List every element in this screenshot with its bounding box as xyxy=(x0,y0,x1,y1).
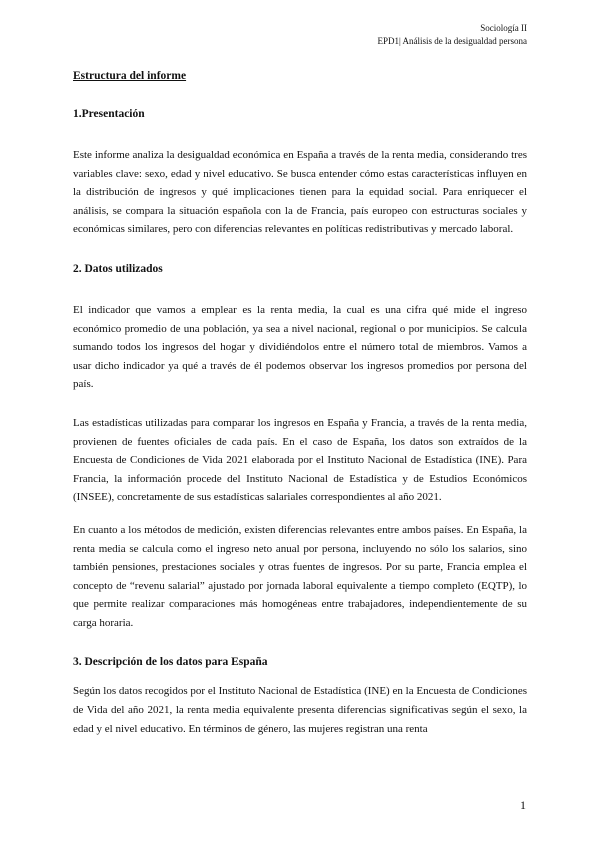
paragraph: Este informe analiza la desigualdad económica en España a través de la renta media, considerando tres variables clave: sexo, edad y nivel educativo. Se busca entender cómo estas características influyen en la distribución de ingresos y qué implicaciones tienen para la equidad social. Para enriquecer el análisis, se compara la situación española con la de Francia, país europeo con estructuras sociales y económicas similares, pero con diferencias relevantes en políticas redistributivas y mercado laboral. xyxy=(73,149,527,236)
section-title: 3. Descripción de los datos para España xyxy=(73,656,268,669)
section-spain-description xyxy=(73,654,527,738)
section-title: 2. Datos utilizados xyxy=(73,262,163,275)
header-assignment: EPD1| Análisis de la desigualdad persona xyxy=(377,36,527,46)
paragraph: Las estadísticas utilizadas para comparar los ingresos en España y Francia, a través de la renta media, provienen de fuentes oficiales de cada país. En el caso de España, los datos son extraídos de la Encuesta de Condiciones de Vida 2021 elaborada por el Instituto Nacional de Estadística (INE). Para Francia, la información procede del Instituto Nacional de Estadística y de Estudios Económicos (INSEE), concretamente de sus estadísticas salariales correspondientes al año 2021. xyxy=(73,416,527,504)
paragraph: Según los datos recogidos por el Instituto Nacional de Estadística (INE) en la Encuesta de Condiciones de Vida del año 2021, la renta media equivalente presenta diferencias significativas según el sexo, la edad y el nivel educativo. En términos de género, las mujeres registran una renta xyxy=(73,685,527,735)
paragraph: En cuanto a los métodos de medición, existen diferencias relevantes entre ambos países. En España, la renta media se calcula como el ingreso neto anual por persona, incluyendo no sólo los salarios, sino también pensiones, prestaciones sociales y otras fuentes de ingresos. Por su parte, Francia emplea el concepto de “revenu salarial” ajustado por jornada laboral equivalente a tiempo completo (EQTP), lo que permite realizar comparaciones más homogéneas entre trabajadores, independientemente de su carga horaria. xyxy=(73,523,527,629)
document-body xyxy=(73,68,527,758)
section-presentation xyxy=(73,106,527,239)
section-title: 1.Presentación xyxy=(73,108,145,120)
page-number: 1 xyxy=(520,798,526,812)
page-header xyxy=(377,22,527,48)
structure-title: Estructura del informe xyxy=(73,70,187,82)
section-data-used xyxy=(73,261,527,633)
header-course: Sociología II xyxy=(480,23,527,33)
paragraph: El indicador que vamos a emplear es la renta media, la cual es una cifra qué mide el ingreso económico promedio de una población, ya sea a nivel nacional, regional o por municipios. Se calcula sumando todos los ingresos del hogar y dividiéndolos entre el número total de miembros. Vamos a usar dicho indicador ya qué a través de él podemos observar los ingresos promedios por persona del país. xyxy=(73,303,527,391)
